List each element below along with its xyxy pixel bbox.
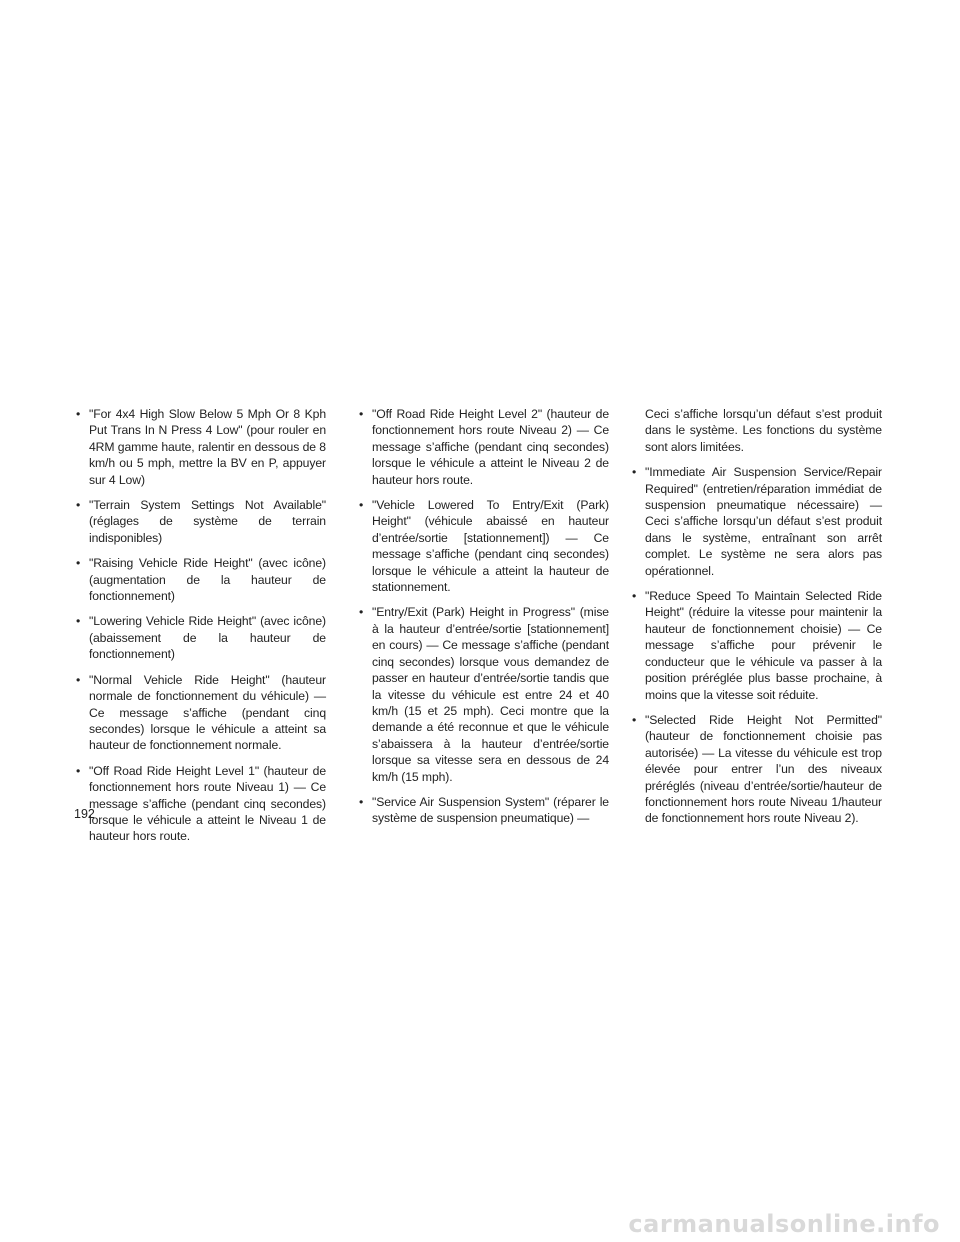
continuation-paragraph: Ceci s’affiche lorsqu’un défaut s’est produit dans le système. Les fonctions du système sont alors limitées. bbox=[645, 407, 882, 454]
bullet-list-3 bbox=[630, 464, 882, 827]
bullet-list-1 bbox=[74, 406, 326, 845]
list-item: • "Selected Ride Height Not Permitted" (hauteur de fonctionnement choisie pas autorisée) — La vitesse du véhicule est trop élevée pour entrer l’un des niveaux préréglés (niveau d’entrée/sortie/hauteur de fonctionnement hors route Niveau 1/hauteur de fonctionnement hors route Niveau 2). bbox=[630, 712, 882, 827]
list-item: • "Off Road Ride Height Level 2" (hauteur de fonctionnement hors route Niveau 2) — Ce message s’affiche (pendant cinq secondes) lorsque le véhicule a atteint le Niveau 2 de hauteur hors route. bbox=[357, 406, 609, 488]
bullet-list-2 bbox=[357, 406, 609, 827]
list-item: • "Normal Vehicle Ride Height" (hauteur normale de fonctionnement du véhicule) — Ce message s’affiche (pendant cinq secondes) lorsque le véhicule a atteint sa hauteur de fonctionnement normale. bbox=[74, 672, 326, 754]
list-item: • "Service Air Suspension System" (réparer le système de suspension pneumatique) — bbox=[357, 794, 609, 827]
text-column-2 bbox=[357, 406, 609, 836]
list-item: • "For 4x4 High Slow Below 5 Mph Or 8 Kph Put Trans In N Press 4 Low" (pour rouler en 4RM gamme haute, ralentir en dessous de 8 km/h ou 5 mph, mettre la BV en P, appuyer sur 4 Low) bbox=[74, 406, 326, 488]
list-item: • "Reduce Speed To Maintain Selected Ride Height" (réduire la vitesse pour maintenir la hauteur de fonctionnement choisie) — Ce message s’affiche pour prévenir le conducteur que le véhicule va passer à la position préréglée plus basse prochaine, à moins que la vitesse soit réduite. bbox=[630, 588, 882, 703]
list-item: • "Vehicle Lowered To Entry/Exit (Park) Height" (véhicule abaissé en hauteur d’entrée/sortie [stationnement]) — Ce message s’affiche (pendant cinq secondes) lorsque le véhicule a atteint la hauteur de stationnement. bbox=[357, 497, 609, 595]
text-column-1 bbox=[74, 406, 326, 854]
list-item: • "Entry/Exit (Park) Height in Progress" (mise à la hauteur d’entrée/sortie [stationnement] en cours) — Ce message s’affiche (pendant cinq secondes) lorsque vous demandez de passer en hauteur d’entrée/sortie tandis que la vitesse du véhicule est entre 24 et 40 km/h (15 et 25 mph). Ceci montre que la demande a été reconnue et que le véhicule s’abaissera à la hauteur d’entrée/sortie lorsque sa vitesse sera en dessous de 24 km/h (15 mph). bbox=[357, 604, 609, 784]
watermark: carmanualsonline.info bbox=[628, 1210, 940, 1238]
list-item: • "Raising Vehicle Ride Height" (avec icône) (augmentation de la hauteur de fonctionnement) bbox=[74, 555, 326, 604]
list-item: • "Off Road Ride Height Level 1" (hauteur de fonctionnement hors route Niveau 1) — Ce message s’affiche (pendant cinq secondes) lorsque le véhicule a atteint le Niveau 1 de hauteur hors route. bbox=[74, 763, 326, 845]
page-number: 192 bbox=[74, 807, 95, 821]
text-column-3 bbox=[630, 406, 882, 836]
list-item: • "Immediate Air Suspension Service/Repair Required" (entretien/réparation immédiat de suspension pneumatique nécessaire) — Ceci s’affiche lorsqu’un défaut s’est produit dans le système, entraînant son arrêt complet. Le système ne sera alors pas opérationnel. bbox=[630, 464, 882, 579]
list-item: • "Terrain System Settings Not Available" (réglages de système de terrain indisponibles) bbox=[74, 497, 326, 546]
list-item: • "Lowering Vehicle Ride Height" (avec icône) (abaissement de la hauteur de fonctionnement) bbox=[74, 613, 326, 662]
